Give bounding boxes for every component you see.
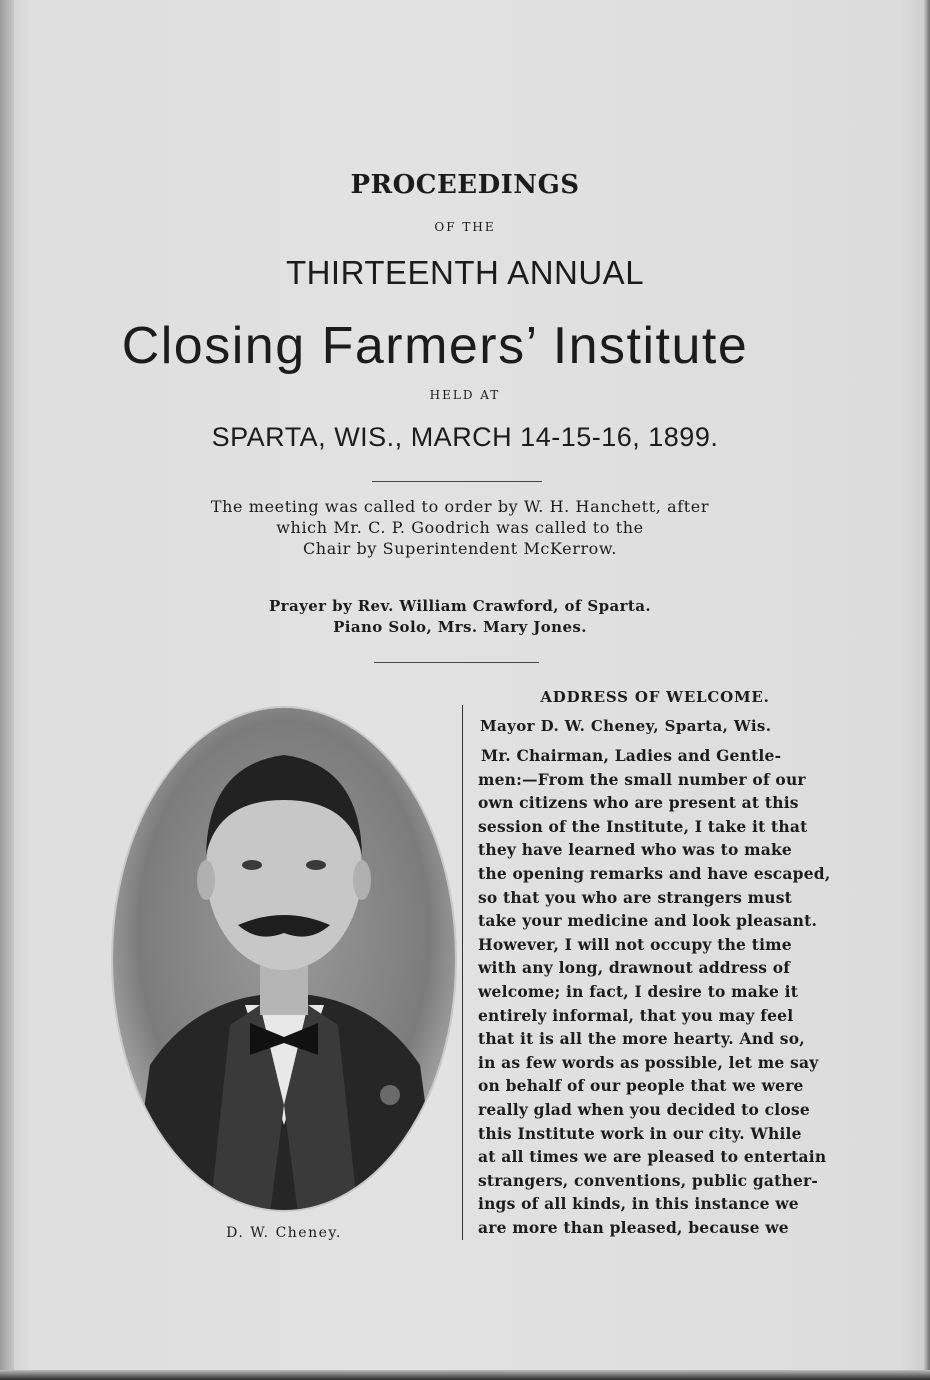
body-line: men:—From the small number of our [478, 769, 806, 789]
place-date-heading: SPARTA, WIS., MARCH 14-15-16, 1899. [211, 422, 719, 452]
program-line: Piano Solo, Mrs. Mary Jones. [333, 618, 587, 636]
column-divider [462, 705, 463, 1240]
body-line: strangers, conventions, public gather- [478, 1170, 819, 1190]
program-line: Prayer by Rev. William Crawford, of Sparta. [268, 597, 652, 615]
proceedings-heading: PROCEEDINGS [350, 170, 580, 200]
body-line: in as few words as possible, let me say [478, 1052, 819, 1072]
address-body [478, 744, 838, 1239]
held-at-line: HELD AT [429, 388, 501, 402]
meeting-line: which Mr. C. P. Goodrich was called to the [276, 518, 644, 537]
annual-heading: THIRTEENTH ANNUAL [285, 254, 645, 291]
body-line: that it is all the more hearty. And so, [478, 1029, 805, 1049]
program-paragraph [150, 596, 770, 638]
of-the-line: OF THE [434, 220, 496, 234]
body-line: the opening remarks and have escaped, [478, 863, 831, 883]
page-edge-right [924, 0, 930, 1380]
address-title: ADDRESS OF WELCOME. [540, 688, 770, 706]
body-line: Mr. Chairman, Ladies and Gentle- [481, 746, 782, 765]
body-line: with any long, drawnout address of [478, 958, 791, 978]
page-edge-bottom [0, 1370, 930, 1380]
body-line: take your medicine and look pleasant. [478, 911, 818, 931]
body-line: welcome; in fact, I desire to make it [478, 981, 799, 1001]
institute-title: Closing Farmers’ Institute [121, 317, 749, 375]
body-line: they have learned who was to make [478, 840, 792, 860]
body-line: on behalf of our people that we were [478, 1076, 804, 1096]
body-line: However, I will not occupy the time [478, 934, 792, 954]
portrait-caption: D. W. Cheney. [226, 1225, 342, 1241]
body-line: this Institute work in our city. While [478, 1123, 802, 1143]
body-line: session of the Institute, I take it that [478, 816, 808, 836]
portrait-photo [110, 705, 458, 1213]
body-line: really glad when you decided to close [478, 1099, 810, 1119]
body-line: entirely informal, that you may feel [478, 1005, 794, 1025]
meeting-line: Chair by Superintendent McKerrow. [302, 539, 618, 558]
meeting-paragraph [150, 496, 770, 559]
speaker-line: Mayor D. W. Cheney, Sparta, Wis. [480, 717, 772, 735]
body-line: so that you who are strangers must [478, 887, 793, 907]
binding-edge [0, 0, 14, 1380]
body-line: own citizens who are present at this [478, 793, 799, 813]
divider-rule [374, 662, 539, 663]
body-line: at all times we are pleased to entertain [478, 1147, 827, 1167]
divider-rule [372, 481, 542, 482]
body-line: are more than pleased, because we [478, 1217, 789, 1237]
body-line: ings of all kinds, in this instance we [478, 1194, 799, 1214]
meeting-line: The meeting was called to order by W. H. Hanchett, after [210, 497, 710, 516]
